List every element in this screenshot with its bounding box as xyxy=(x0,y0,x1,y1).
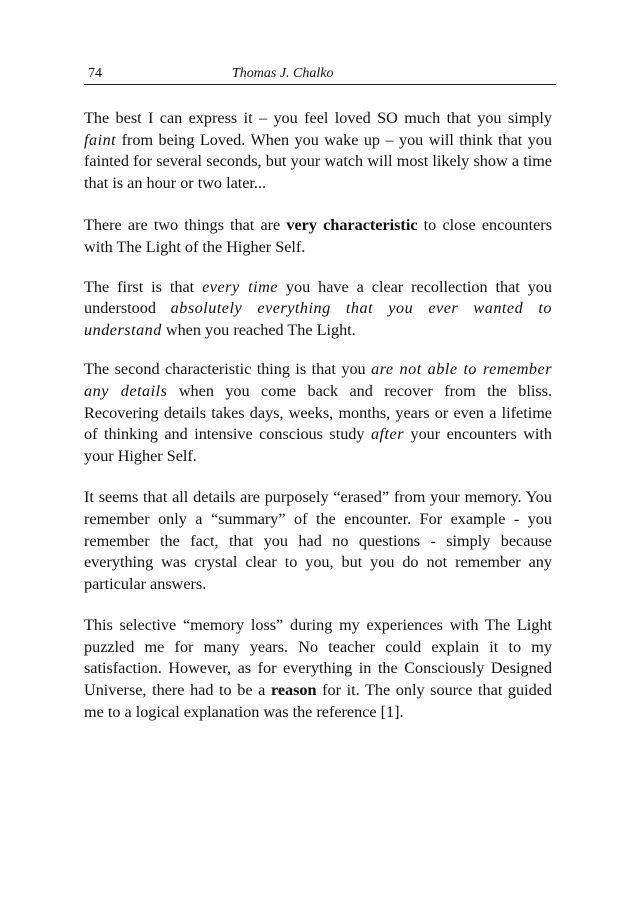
paragraph-first-characteristic: The first is that every time you have a clear recollection that you understood absolutely everything that you ever wanted to understand when you reached The Light. xyxy=(84,277,552,339)
running-head xyxy=(84,64,556,86)
emphasis-absolutely-everything: absolutely everything that you ever wanted to understand xyxy=(84,299,552,339)
emphasis-every-time: every time xyxy=(202,277,278,296)
paragraph-memory-loss: This selective “memory loss” during my experiences with The Light puzzled me for many years. No teacher could explain it to my satisfaction. However, as for everything in the Consciously Designed Universe, there had to be a reason for it. The only source that guided me to a logical explanation was the reference [1]. xyxy=(84,616,552,721)
running-title-author: Thomas J. Chalko xyxy=(232,66,334,81)
emphasis-not-able-to-remember: are not able to remember any details xyxy=(84,360,552,400)
bold-very-characteristic: very characteristic xyxy=(286,216,418,235)
paragraph-second-characteristic: The second characteristic thing is that you are not able to remember any details when you come back and recover from the bliss. Recovering details takes days, weeks, months, years or even a lifetime of thinking and intensive conscious study after your encounters with your Higher Self. xyxy=(84,360,552,465)
header-rule xyxy=(84,84,556,85)
emphasis-after: after xyxy=(370,425,405,444)
paragraph-details-erased: It seems that all details are purposely “erased” from your memory. You remember only a “summary” of the encounter. For example - you remember the fact, that you had no questions - simply because everything was crystal clear to you, but you do not remember any particular answers. xyxy=(84,488,552,593)
body-text xyxy=(84,108,552,744)
emphasis-faint: faint xyxy=(84,130,117,149)
page-number: 74 xyxy=(88,66,102,81)
paragraph-two-things: There are two things that are very characteristic to close encounters with The Light of the Higher Self. xyxy=(84,216,552,256)
paragraph-fainting: The best I can express it – you feel loved SO much that you simply faint from being Loved. When you wake up – you will think that you fainted for several seconds, but your watch will most likely show a time that is an hour or two later... xyxy=(84,109,552,192)
bold-reason: reason xyxy=(270,681,317,700)
